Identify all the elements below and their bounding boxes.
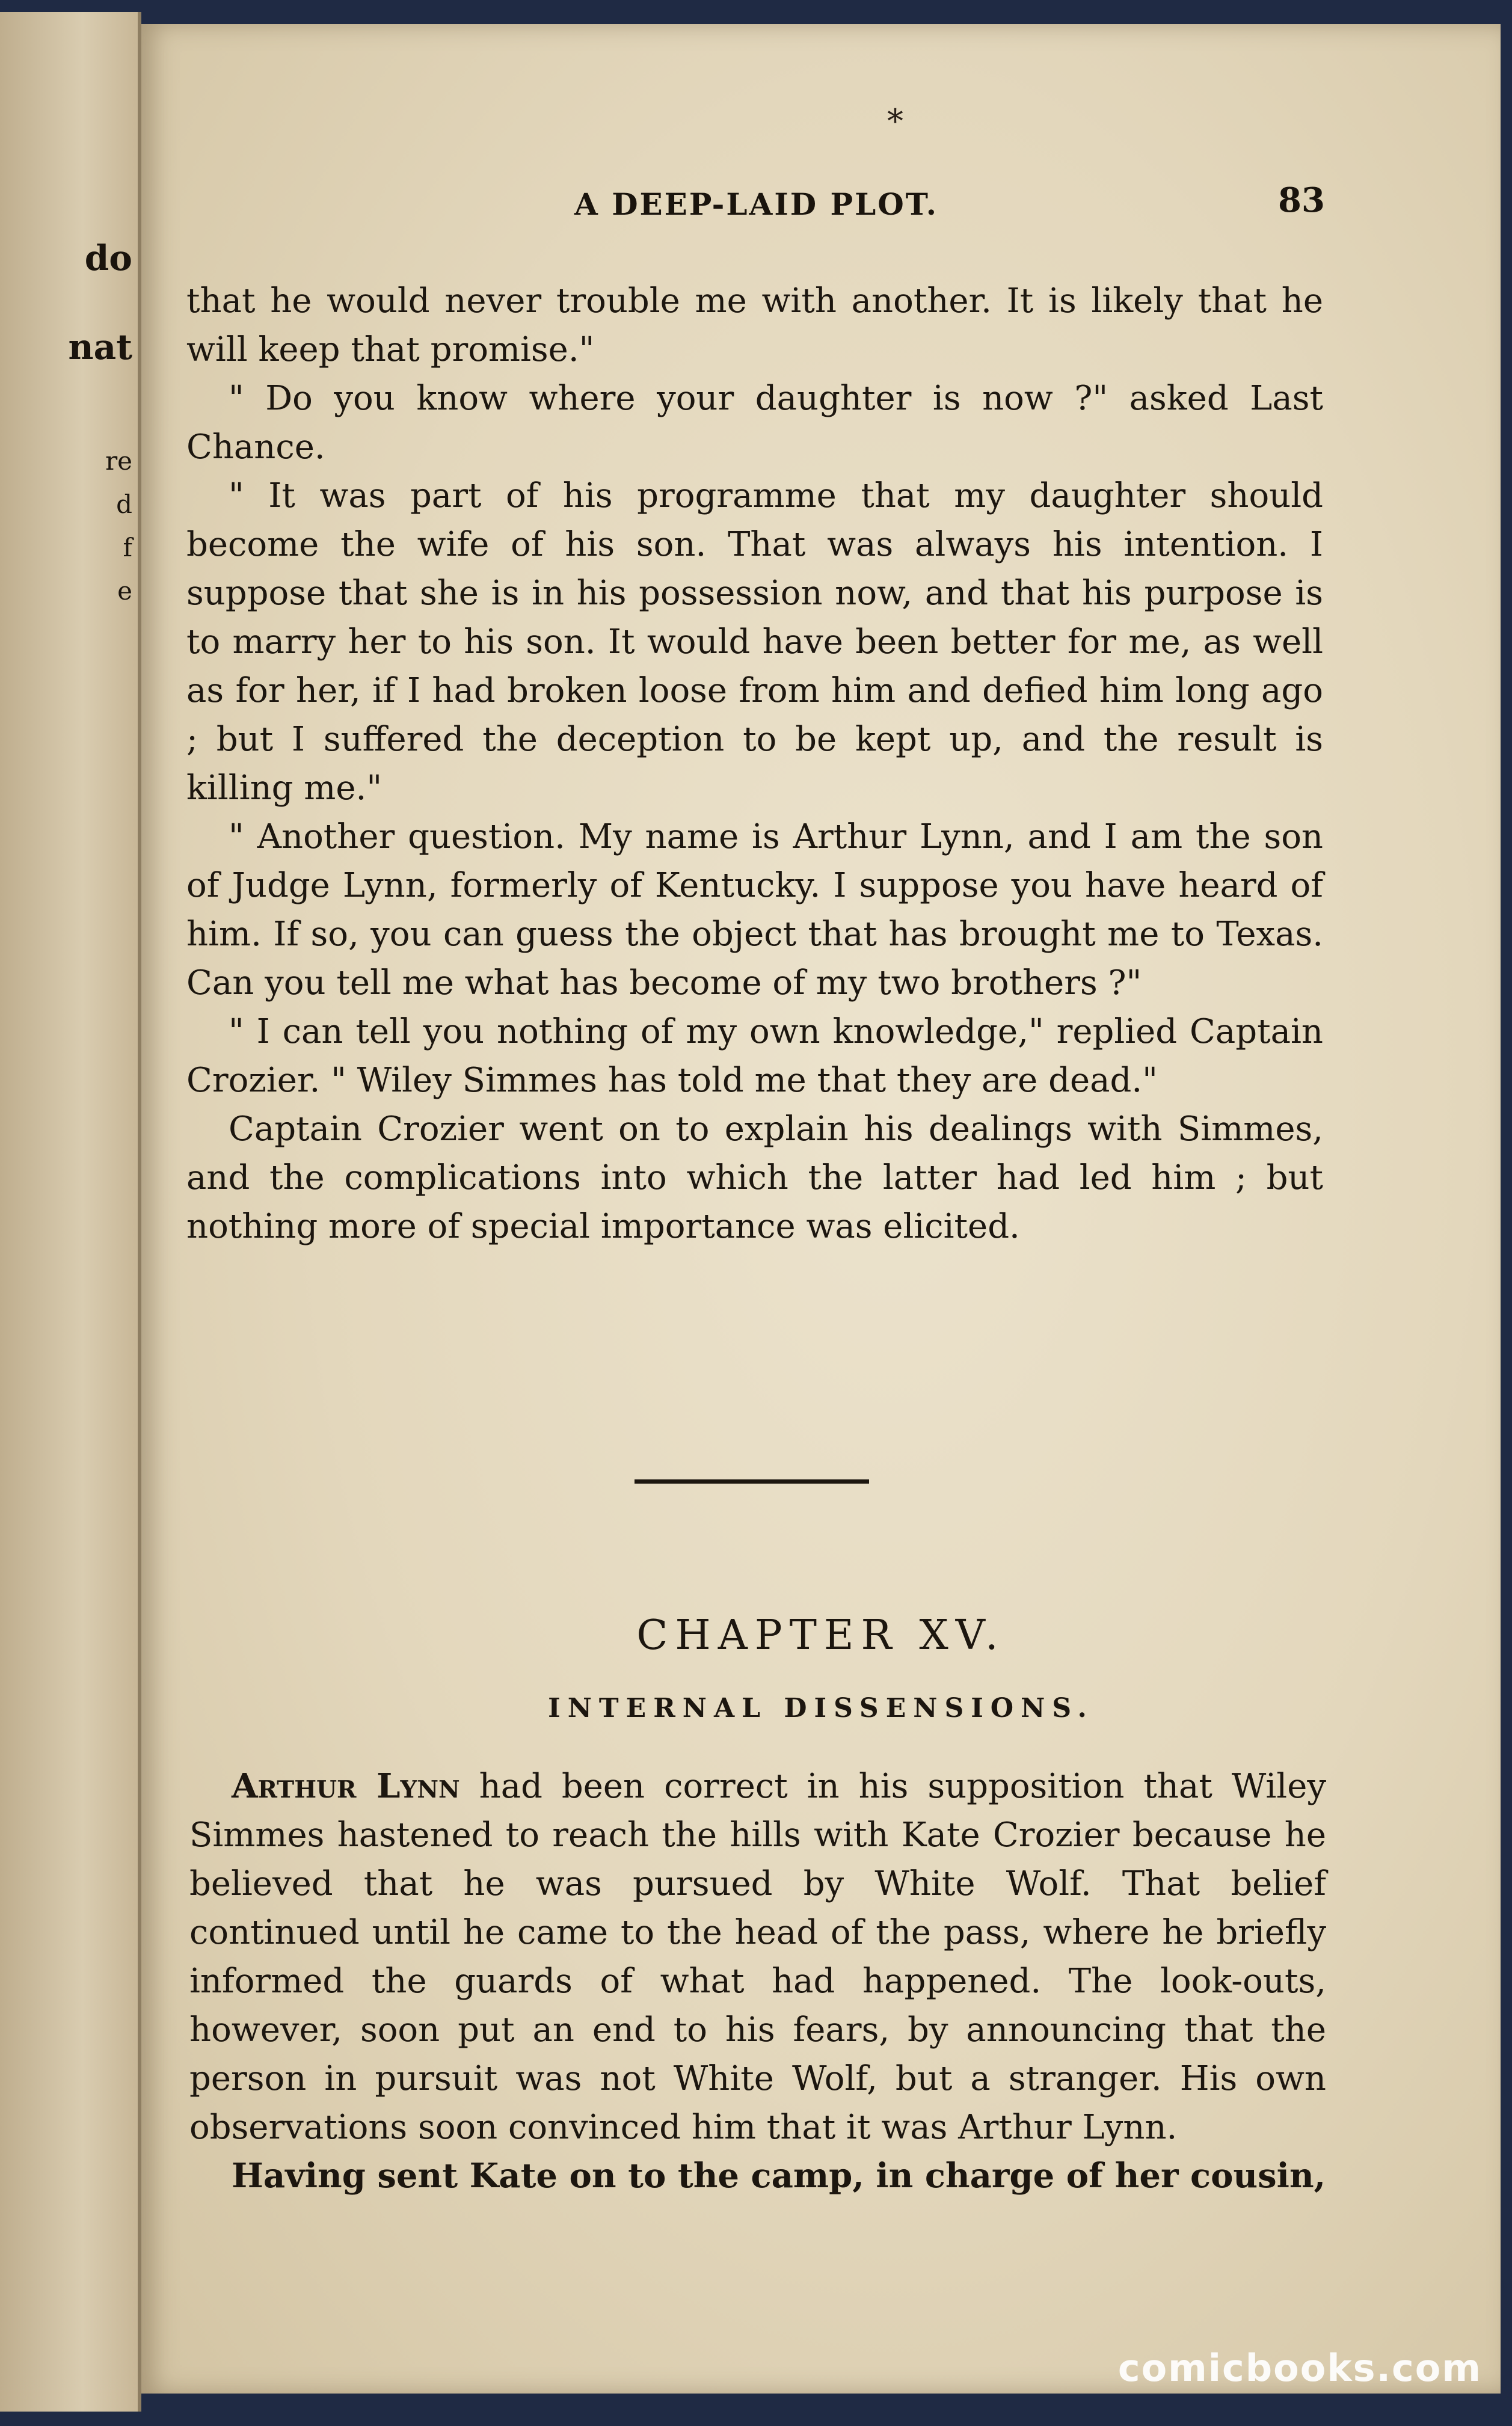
running-head xyxy=(141,102,1501,222)
running-title: A DEEP-LAID PLOT. xyxy=(574,186,938,222)
chapter-opening-words: Arthur Lynn xyxy=(232,1766,460,1806)
book-page xyxy=(141,24,1501,2394)
paragraph: Having sent Kate on to the camp, in charge of her cousin, xyxy=(232,2156,1326,2196)
paragraph: " It was part of his programme that my daughter should become the wife of his son. That was always his intention. I suppose that she is in his possession now, and that his purpose is to marry her to his son. It would have been better for me, as well as for her, if I had broken loose from him and defied him long ago ; but I suffered the deception to be kept up, and the result is killing me." xyxy=(186,476,1323,808)
chapter-title: CHAPTER XV. xyxy=(636,1612,1006,1659)
fragment: do xyxy=(84,238,132,278)
fragment: e xyxy=(117,576,132,606)
paragraph: " Another question. My name is Arthur Lynn, and I am the son of Judge Lynn, formerly of Kentucky. I suppose you have heard of him. If so, you can guess the object that has brought me to Texas. Can you tell me what has become of my two brothers ?" xyxy=(186,817,1323,1003)
facing-page-text-fragments xyxy=(6,238,132,622)
ornament-mark: * xyxy=(887,102,903,140)
paragraph: that he would never trouble me with another. It is likely that he will keep that promise." xyxy=(186,281,1323,369)
section-divider xyxy=(635,1479,869,1484)
fragment: d xyxy=(116,490,132,519)
facing-page xyxy=(0,12,141,2412)
paragraph: " I can tell you nothing of my own knowledge," replied Captain Crozier. " Wiley Simmes has told me that they are dead." xyxy=(186,1012,1323,1100)
chapter-paragraph-text: had been correct in his supposition that Wiley Simmes hastened to reach the hills with Kate Crozier because he believed that he was pursued by White Wolf. That belief continued until he came to the head of the pass, where he briefly informed the guards of what had happened. The look-outs, however, soon put an end to his fears, by announcing that the person in pursuit was not White Wolf, but a stranger. His own observations soon convinced him that it was Arthur Lynn. xyxy=(189,1767,1326,2147)
chapter-text xyxy=(189,1762,1326,2200)
paragraph: " Do you know where your daughter is now ?" asked Last Chance. xyxy=(186,379,1323,467)
paragraph xyxy=(189,1762,1326,2152)
chapter-subtitle: INTERNAL DISSENSIONS. xyxy=(548,1693,1094,1724)
fragment: f xyxy=(123,533,132,562)
paragraph: Captain Crozier went on to explain his dealings with Simmes, and the complications into which the latter had led him ; but nothing more of special importance was elicited. xyxy=(186,1110,1323,1246)
watermark: comicbooks.com xyxy=(1117,2346,1482,2390)
fragment: re xyxy=(105,446,132,476)
page-number: 83 xyxy=(1278,180,1325,220)
fragment: nat xyxy=(68,327,132,367)
body-text xyxy=(186,277,1323,1251)
